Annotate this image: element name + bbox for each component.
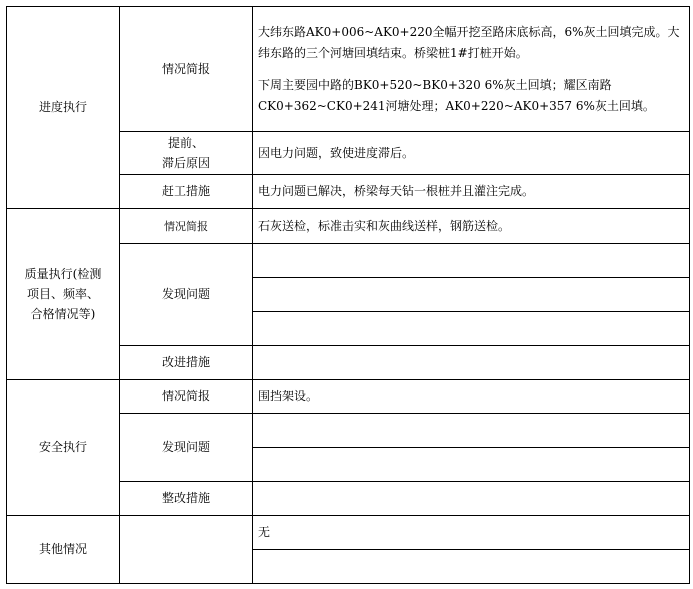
progress-cause-label: [120, 132, 253, 175]
quality-improve-text: [253, 346, 690, 380]
safety-category: 安全执行: [7, 380, 120, 516]
quality-issues-row-1: [253, 244, 690, 278]
safety-rectify-text: [253, 482, 690, 516]
safety-summary-text: 围挡架设。: [253, 380, 690, 414]
progress-summary-paragraph-1: 大纬东路AK0+006~AK0+220全幅开挖至路床底标高，6%灰土回填完成。大纬东路的三个河塘回填结束。桥梁桩1#打桩开始。: [258, 24, 680, 60]
quality-category-line-1: 质量执行(检测: [24, 267, 102, 281]
progress-measure-text: 电力问题已解决，桥梁每天钻一根桩并且灌注完成。: [253, 175, 690, 209]
quality-category-line-2: 项目、频率、: [26, 287, 99, 301]
safety-issues-row-1: [253, 414, 690, 448]
safety-summary-label: 情况简报: [120, 380, 253, 414]
quality-issues-row-2: [253, 278, 690, 312]
progress-cause-label-line-2: 滞后原因: [161, 156, 210, 170]
progress-cause-text: 因电力问题，致使进度滞后。: [253, 132, 690, 175]
progress-summary-paragraph-2: 下周主要园中路的BK0+520~BK0+320 6%灰土回填；耀区南路CK0+362~CK0+241河塘处理；AK0+220~AK0+357 6%灰土回填。: [258, 77, 655, 113]
safety-issues-row-2: [253, 448, 690, 482]
quality-issues-label: 发现问题: [120, 244, 253, 346]
progress-cause-label-line-1: 提前、: [167, 136, 204, 150]
safety-rectify-label: 整改措施: [120, 482, 253, 516]
site-report-table: [6, 6, 690, 584]
quality-category-line-3: 合格情况等): [30, 307, 96, 321]
progress-summary-content: [253, 7, 690, 132]
quality-summary-text: 石灰送检，标准击实和灰曲线送样，钢筋送检。: [253, 209, 690, 244]
safety-issues-label: 发现问题: [120, 414, 253, 482]
quality-category: [7, 209, 120, 380]
progress-summary-label: 情况简报: [120, 7, 253, 132]
progress-measure-label: 赶工措施: [120, 175, 253, 209]
other-row-2: [253, 550, 690, 584]
progress-category: 进度执行: [7, 7, 120, 209]
quality-issues-row-3: [253, 312, 690, 346]
quality-summary-label: 情况简报: [120, 209, 253, 244]
other-text: 无: [253, 516, 690, 550]
quality-improve-label: 改进措施: [120, 346, 253, 380]
other-label-cell: [120, 516, 253, 584]
other-category: 其他情况: [7, 516, 120, 584]
